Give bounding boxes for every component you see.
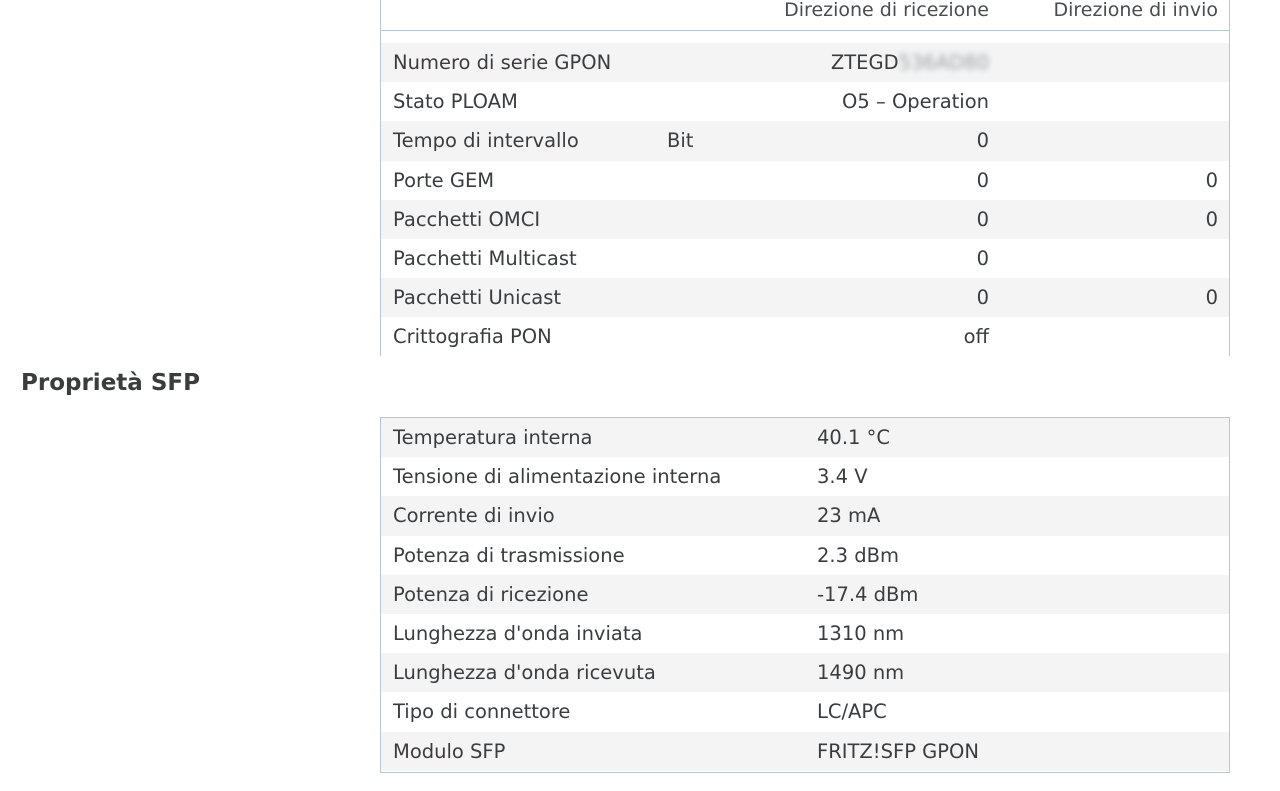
header-send-direction: Direzione di invio: [1053, 0, 1218, 21]
row-label: Pacchetti Unicast: [393, 286, 562, 310]
row-value: -17.4 dBm: [817, 582, 919, 606]
row-label: Tipo di connettore: [393, 700, 571, 724]
gpon-rows: [381, 43, 1229, 357]
gpon-table-header: [381, 0, 1229, 31]
row-label: Temperatura interna: [393, 426, 593, 449]
row-label: Tempo di intervallo: [393, 129, 579, 153]
table-row-receive-power: [381, 575, 1229, 614]
table-row-sfp-module: [381, 732, 1229, 771]
row-receive-value: 0: [976, 207, 989, 231]
table-row-interval-time: [381, 121, 1229, 160]
row-label: Stato PLOAM: [393, 90, 518, 114]
table-row-ploam-state: [381, 82, 1229, 121]
gpon-serial-visible: ZTEGD: [830, 51, 899, 74]
row-receive-value: 0: [976, 168, 989, 192]
row-unit: Bit: [667, 129, 694, 153]
row-send-value: 0: [1205, 207, 1218, 231]
row-value: 23 mA: [817, 504, 881, 528]
table-row-unicast-packets: [381, 278, 1229, 317]
row-value: FRITZ!SFP GPON: [817, 739, 979, 763]
table-row-transmit-power: [381, 536, 1229, 575]
row-label: Corrente di invio: [393, 504, 555, 528]
row-label: Modulo SFP: [393, 739, 506, 763]
table-row-internal-voltage: [381, 457, 1229, 496]
row-value: 40.1 °C: [817, 426, 890, 449]
row-label: Potenza di ricezione: [393, 582, 589, 606]
row-send-value: 0: [1205, 286, 1218, 310]
table-row-pon-encryption: [381, 317, 1229, 356]
sfp-rows: [381, 418, 1229, 771]
row-label: Porte GEM: [393, 168, 495, 192]
table-row-connector-type: [381, 692, 1229, 731]
table-row-internal-temperature: [381, 418, 1229, 457]
table-row-wavelength-received: [381, 653, 1229, 692]
table-row-multicast-packets: [381, 239, 1229, 278]
gpon-serial-value: [831, 43, 989, 82]
row-label: Pacchetti OMCI: [393, 207, 541, 231]
table-row-wavelength-sent: [381, 614, 1229, 653]
row-label: Pacchetti Multicast: [393, 246, 577, 270]
table-spacer: [381, 31, 1229, 43]
row-receive-value: 0: [976, 129, 989, 153]
gpon-info-table: [380, 0, 1230, 356]
row-label: Potenza di trasmissione: [393, 543, 625, 567]
gpon-serial-redacted: 536AD80: [898, 51, 989, 74]
row-value: LC/APC: [817, 700, 887, 724]
table-row-send-current: [381, 496, 1229, 535]
row-receive-value: 0: [976, 246, 989, 270]
row-receive-value: O5 – Operation: [842, 90, 989, 114]
row-label: Lunghezza d'onda ricevuta: [393, 661, 656, 685]
table-row-gem-ports: [381, 161, 1229, 200]
row-label: Tensione di alimentazione interna: [393, 465, 722, 489]
row-value: 3.4 V: [817, 465, 868, 489]
row-value: 1490 nm: [817, 661, 905, 685]
row-receive-value: 0: [976, 286, 989, 310]
row-label: Lunghezza d'onda inviata: [393, 621, 643, 645]
table-row-gpon-serial: [381, 43, 1229, 82]
table-row-omci-packets: [381, 200, 1229, 239]
row-receive-value: off: [963, 325, 989, 349]
section-title-sfp-properties: Proprietà SFP: [21, 370, 200, 396]
sfp-properties-table: [380, 417, 1230, 773]
header-receive-direction: Direzione di ricezione: [784, 0, 989, 21]
row-value: 1310 nm: [817, 621, 905, 645]
row-label: Numero di serie GPON: [393, 51, 612, 74]
row-label: Crittografia PON: [393, 325, 552, 349]
row-value: 2.3 dBm: [817, 543, 899, 567]
row-send-value: 0: [1205, 168, 1218, 192]
